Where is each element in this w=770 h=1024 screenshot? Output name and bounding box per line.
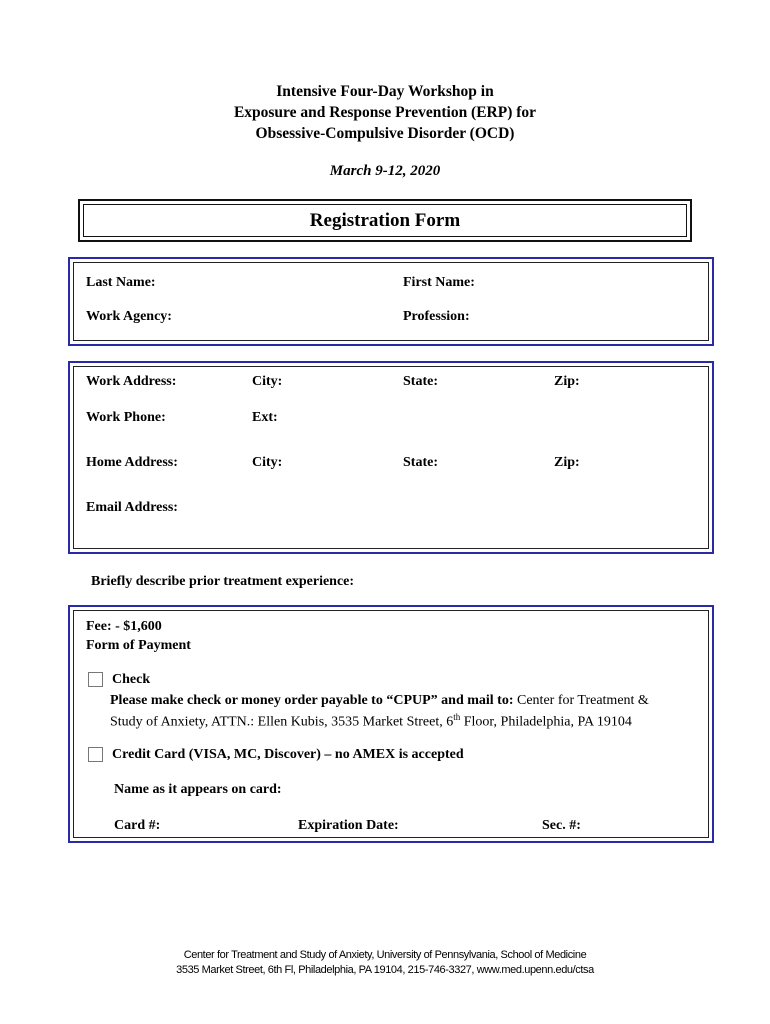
form-title: Registration Form [83, 204, 687, 237]
home-address-label: Home Address: [86, 455, 178, 470]
footer-line-1: Center for Treatment and Study of Anxiety, University of Pennsylvania, School of Medicine [183, 949, 587, 961]
credit-card-label: Credit Card (VISA, MC, Discover) – no AMEX is accepted [112, 747, 464, 762]
title-line-3: Obsessive-Compulsive Disorder (OCD) [255, 125, 515, 142]
contact-info-section [68, 361, 714, 554]
check-instructions-line-2 [110, 712, 632, 731]
ext-label: Ext: [252, 410, 278, 425]
fee-label: Fee: - $1,600 [86, 619, 162, 634]
security-code-label: Sec. #: [542, 818, 581, 833]
work-city-label: City: [252, 374, 283, 389]
expiration-date-label: Expiration Date: [298, 818, 399, 833]
title-line-1: Intensive Four-Day Workshop in [276, 83, 494, 100]
title-line-2: Exposure and Response Prevention (ERP) for [233, 104, 537, 121]
personal-info-frame [73, 262, 709, 341]
work-agency-label: Work Agency: [86, 309, 172, 324]
check-instructions-text-1: Center for Treatment & [513, 693, 649, 708]
payment-section [68, 605, 714, 843]
form-of-payment-label: Form of Payment [86, 638, 191, 653]
work-address-label: Work Address: [86, 374, 177, 389]
home-zip-label: Zip: [554, 455, 580, 470]
personal-info-section [68, 257, 714, 346]
last-name-label: Last Name: [86, 275, 156, 290]
check-checkbox[interactable] [88, 672, 103, 687]
form-title-banner [78, 199, 692, 242]
check-instructions-bold: Please make check or money order payable to “CPUP” and mail to: [110, 693, 514, 708]
prior-treatment-label: Briefly describe prior treatment experience: [91, 574, 355, 589]
name-on-card-label: Name as it appears on card: [114, 782, 282, 797]
check-instructions-text-2a: Study of Anxiety, ATTN.: Ellen Kubis, 3535 Market Street, 6 [110, 714, 454, 730]
card-number-label: Card #: [114, 818, 161, 833]
check-instructions-text-2b: Floor, Philadelphia, PA 19104 [460, 714, 632, 730]
first-name-label: First Name: [403, 275, 475, 290]
check-label: Check [112, 672, 151, 687]
home-city-label: City: [252, 455, 283, 470]
check-instructions-line-1 [110, 693, 649, 709]
work-zip-label: Zip: [554, 374, 580, 389]
work-state-label: State: [403, 374, 438, 389]
check-instructions-sup: th [453, 712, 461, 722]
workshop-date: March 9-12, 2020 [329, 163, 441, 179]
email-address-label: Email Address: [86, 500, 178, 515]
footer-line-2: 3535 Market Street, 6th Fl, Philadelphia, PA 19104, 215-746-3327, www.med.upenn.edu/ctsa [176, 964, 594, 976]
home-state-label: State: [403, 455, 438, 470]
credit-card-checkbox[interactable] [88, 747, 103, 762]
work-phone-label: Work Phone: [86, 410, 166, 425]
profession-label: Profession: [403, 309, 470, 324]
